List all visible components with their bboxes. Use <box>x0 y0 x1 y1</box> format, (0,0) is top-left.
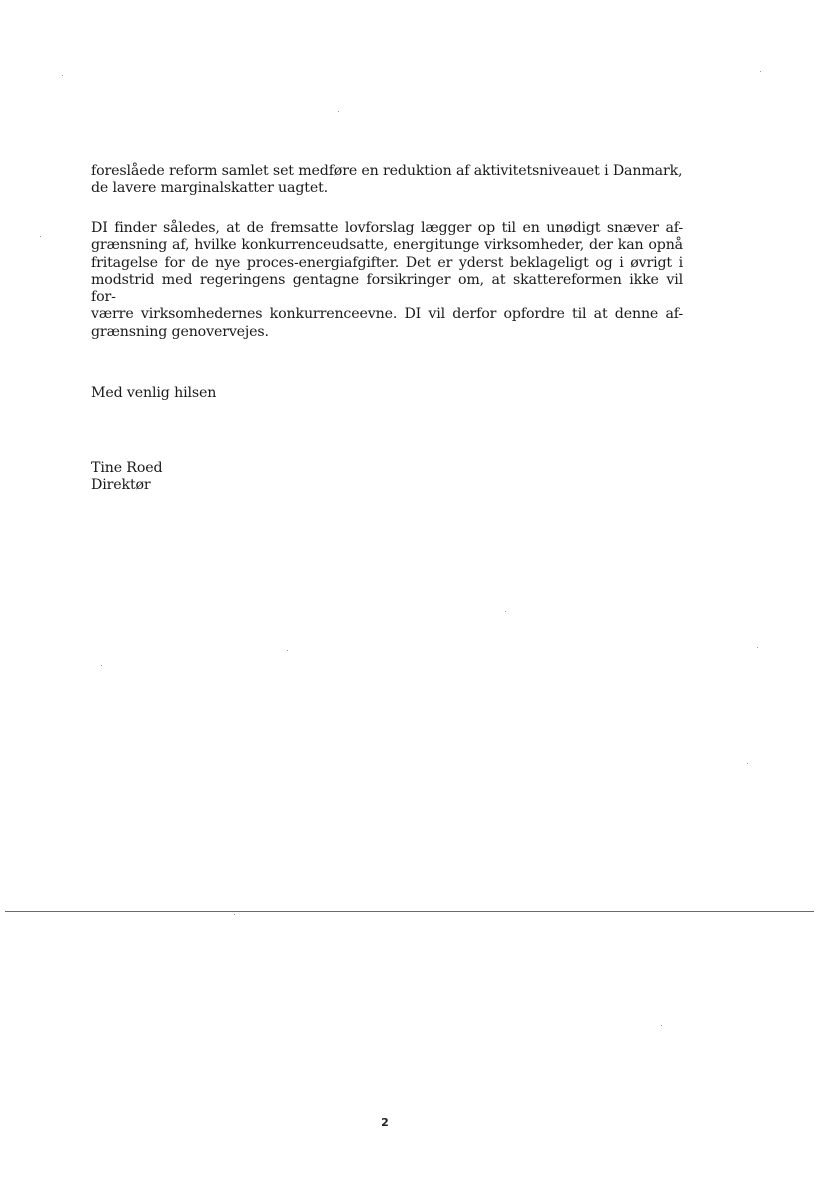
scan-speck <box>661 1025 662 1026</box>
scan-speck <box>760 71 761 72</box>
scan-speck <box>40 236 41 237</box>
paragraph-intro <box>91 163 683 198</box>
paragraph-line: værre virksomhedernes konkurrenceevne. DI vil derfor opfordre til at denne af- <box>91 306 683 323</box>
scan-speck <box>757 647 758 648</box>
scan-speck <box>234 914 235 915</box>
scan-speck <box>747 763 748 764</box>
signer-title: Direktør <box>91 477 151 494</box>
scan-speck <box>338 111 339 112</box>
paragraph-line: grænsning genovervejes. <box>91 323 269 340</box>
footer-divider <box>5 911 814 912</box>
closing-salutation: Med venlig hilsen <box>91 385 217 401</box>
paragraph-line: modstrid med regeringens gentagne forsikringer om, at skattereformen ikke vil for- <box>91 271 683 306</box>
paragraph-line: foreslåede reform samlet set medføre en reduktion af aktivitetsniveauet i Danmark, <box>91 163 683 179</box>
paragraph-line: grænsning af, hvilke konkurrenceudsatte, energitunge virksomheder, der kan opnå <box>91 237 683 254</box>
paragraph-line: de lavere marginalskatter uagtet. <box>91 180 328 197</box>
paragraph-main <box>91 220 683 341</box>
signer-name: Tine Roed <box>91 460 163 476</box>
paragraph-line: DI finder således, at de fremsatte lovforslag lægger op til en unødigt snæver af- <box>91 220 683 236</box>
scan-speck <box>505 611 506 612</box>
page-number: 2 <box>381 1116 389 1129</box>
signature-block <box>91 460 683 495</box>
paragraph-line: fritagelse for de nye proces-energiafgifter. Det er yderst beklageligt og i øvrigt i <box>91 254 683 271</box>
scan-speck <box>101 665 102 666</box>
scan-speck <box>62 75 63 76</box>
scan-speck <box>287 650 288 651</box>
